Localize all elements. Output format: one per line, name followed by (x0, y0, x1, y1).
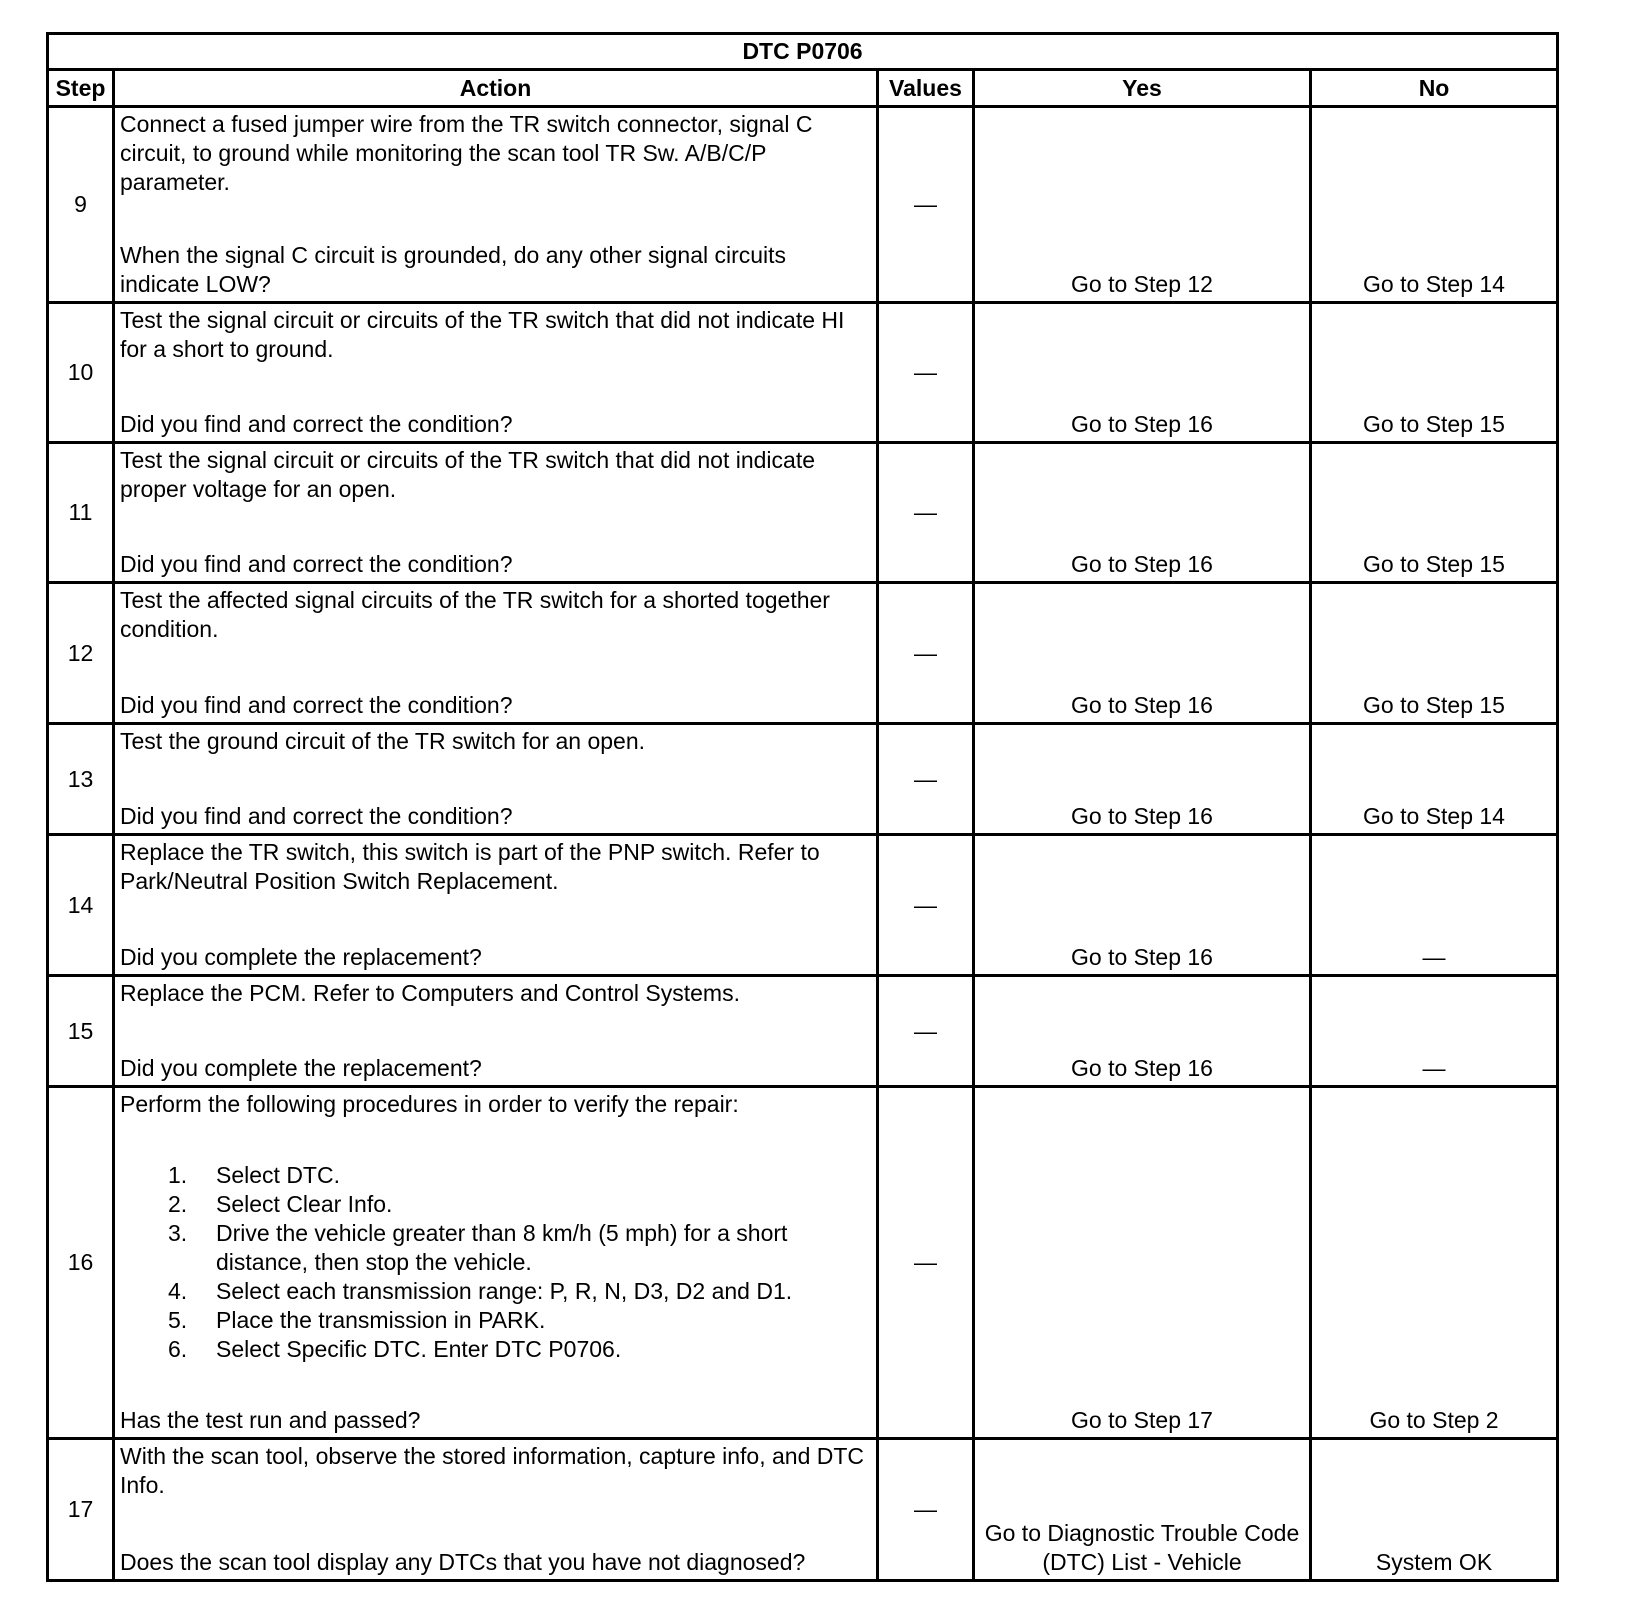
action-cell (114, 583, 878, 724)
table-row (48, 107, 1558, 303)
action-text: Perform the following procedures in order to verify the repair: (120, 1091, 739, 1117)
table-row (48, 1439, 1558, 1581)
step-number: 11 (48, 443, 114, 583)
list-item (168, 1277, 871, 1306)
action-text: Replace the PCM. Refer to Computers and Control Systems. (120, 980, 740, 1006)
no-cell: Go to Step 14 (1311, 724, 1558, 835)
table-row (48, 976, 1558, 1087)
action-cell (114, 443, 878, 583)
yes-cell: Go to Step 16 (974, 583, 1311, 724)
list-number: 6. (168, 1336, 188, 1362)
values-cell: — (878, 724, 974, 835)
list-number: 1. (168, 1162, 188, 1188)
no-cell: — (1311, 976, 1558, 1087)
step-number: 15 (48, 976, 114, 1087)
yes-cell: Go to Step 16 (974, 976, 1311, 1087)
yes-cell: Go to Step 16 (974, 303, 1311, 443)
step-number: 13 (48, 724, 114, 835)
action-question: Has the test run and passed? (120, 1407, 421, 1433)
list-text: Drive the vehicle greater than 8 km/h (5 mph) for a short distance, then stop the vehicle. (216, 1220, 788, 1275)
no-cell: Go to Step 15 (1311, 303, 1558, 443)
step-number: 16 (48, 1087, 114, 1439)
action-question: Did you find and correct the condition? (120, 551, 513, 577)
list-item (168, 1306, 871, 1335)
values-cell: — (878, 443, 974, 583)
no-cell: Go to Step 15 (1311, 443, 1558, 583)
action-cell (114, 724, 878, 835)
action-question: Did you complete the replacement? (120, 1055, 482, 1081)
yes-cell: Go to Step 16 (974, 443, 1311, 583)
action-question: Did you find and correct the condition? (120, 803, 513, 829)
list-number: 2. (168, 1191, 188, 1217)
action-question: Does the scan tool display any DTCs that you have not diagnosed? (120, 1549, 806, 1575)
list-text: Select Clear Info. (216, 1191, 393, 1217)
list-text: Select Specific DTC. Enter DTC P0706. (216, 1336, 622, 1362)
action-text: Connect a fused jumper wire from the TR switch connector, signal C circuit, to ground while monitoring the scan tool TR Sw. A/B/C/P parameter. (120, 111, 813, 195)
action-question: Did you find and correct the condition? (120, 692, 513, 718)
action-text: Test the signal circuit or circuits of the TR switch that did not indicate HI for a short to ground. (120, 307, 845, 362)
list-item (168, 1219, 871, 1277)
yes-cell: Go to Step 16 (974, 724, 1311, 835)
step-number: 10 (48, 303, 114, 443)
table-row (48, 835, 1558, 976)
list-number: 4. (168, 1278, 188, 1304)
yes-cell: Go to Step 12 (974, 107, 1311, 303)
table-row (48, 1087, 1558, 1439)
values-cell: — (878, 835, 974, 976)
values-cell: — (878, 976, 974, 1087)
list-text: Select DTC. (216, 1162, 340, 1188)
values-cell: — (878, 303, 974, 443)
step-number: 9 (48, 107, 114, 303)
header-values: Values (878, 70, 974, 107)
yes-cell: Go to Step 17 (974, 1087, 1311, 1439)
yes-cell: Go to Diagnostic Trouble Code (DTC) List - Vehicle (974, 1439, 1311, 1581)
no-cell: Go to Step 15 (1311, 583, 1558, 724)
step-number: 17 (48, 1439, 114, 1581)
action-text: With the scan tool, observe the stored information, capture info, and DTC Info. (120, 1443, 865, 1498)
action-text: Test the ground circuit of the TR switch for an open. (120, 728, 646, 754)
table-row (48, 583, 1558, 724)
action-cell (114, 835, 878, 976)
table-row (48, 724, 1558, 835)
action-question: Did you find and correct the condition? (120, 411, 513, 437)
no-cell: — (1311, 835, 1558, 976)
procedure-list (120, 1161, 871, 1364)
header-step: Step (48, 70, 114, 107)
values-cell: — (878, 1087, 974, 1439)
action-cell (114, 976, 878, 1087)
action-cell (114, 1087, 878, 1439)
values-cell: — (878, 583, 974, 724)
action-question: When the signal C circuit is grounded, do any other signal circuits indicate LOW? (120, 242, 787, 297)
list-number: 5. (168, 1307, 188, 1333)
list-item (168, 1161, 871, 1190)
list-number: 3. (168, 1220, 188, 1246)
dtc-table (46, 32, 1559, 1582)
header-yes: Yes (974, 70, 1311, 107)
list-item (168, 1190, 871, 1219)
action-cell (114, 303, 878, 443)
no-cell: Go to Step 14 (1311, 107, 1558, 303)
list-text: Select each transmission range: P, R, N, D3, D2 and D1. (216, 1278, 793, 1304)
values-cell: — (878, 1439, 974, 1581)
header-action: Action (114, 70, 878, 107)
action-question: Did you complete the replacement? (120, 944, 482, 970)
values-cell: — (878, 107, 974, 303)
yes-cell: Go to Step 16 (974, 835, 1311, 976)
table-title: DTC P0706 (48, 34, 1558, 70)
step-number: 12 (48, 583, 114, 724)
action-text: Test the affected signal circuits of the TR switch for a shorted together condition. (120, 587, 830, 642)
list-item (168, 1335, 871, 1364)
no-cell: System OK (1311, 1439, 1558, 1581)
step-number: 14 (48, 835, 114, 976)
list-text: Place the transmission in PARK. (216, 1307, 546, 1333)
table-row (48, 303, 1558, 443)
action-text: Replace the TR switch, this switch is part of the PNP switch. Refer to Park/Neutral Position Switch Replacement. (120, 839, 820, 894)
header-no: No (1311, 70, 1558, 107)
no-cell: Go to Step 2 (1311, 1087, 1558, 1439)
action-text: Test the signal circuit or circuits of the TR switch that did not indicate proper voltage for an open. (120, 447, 815, 502)
action-cell (114, 107, 878, 303)
table-row (48, 443, 1558, 583)
action-cell (114, 1439, 878, 1581)
